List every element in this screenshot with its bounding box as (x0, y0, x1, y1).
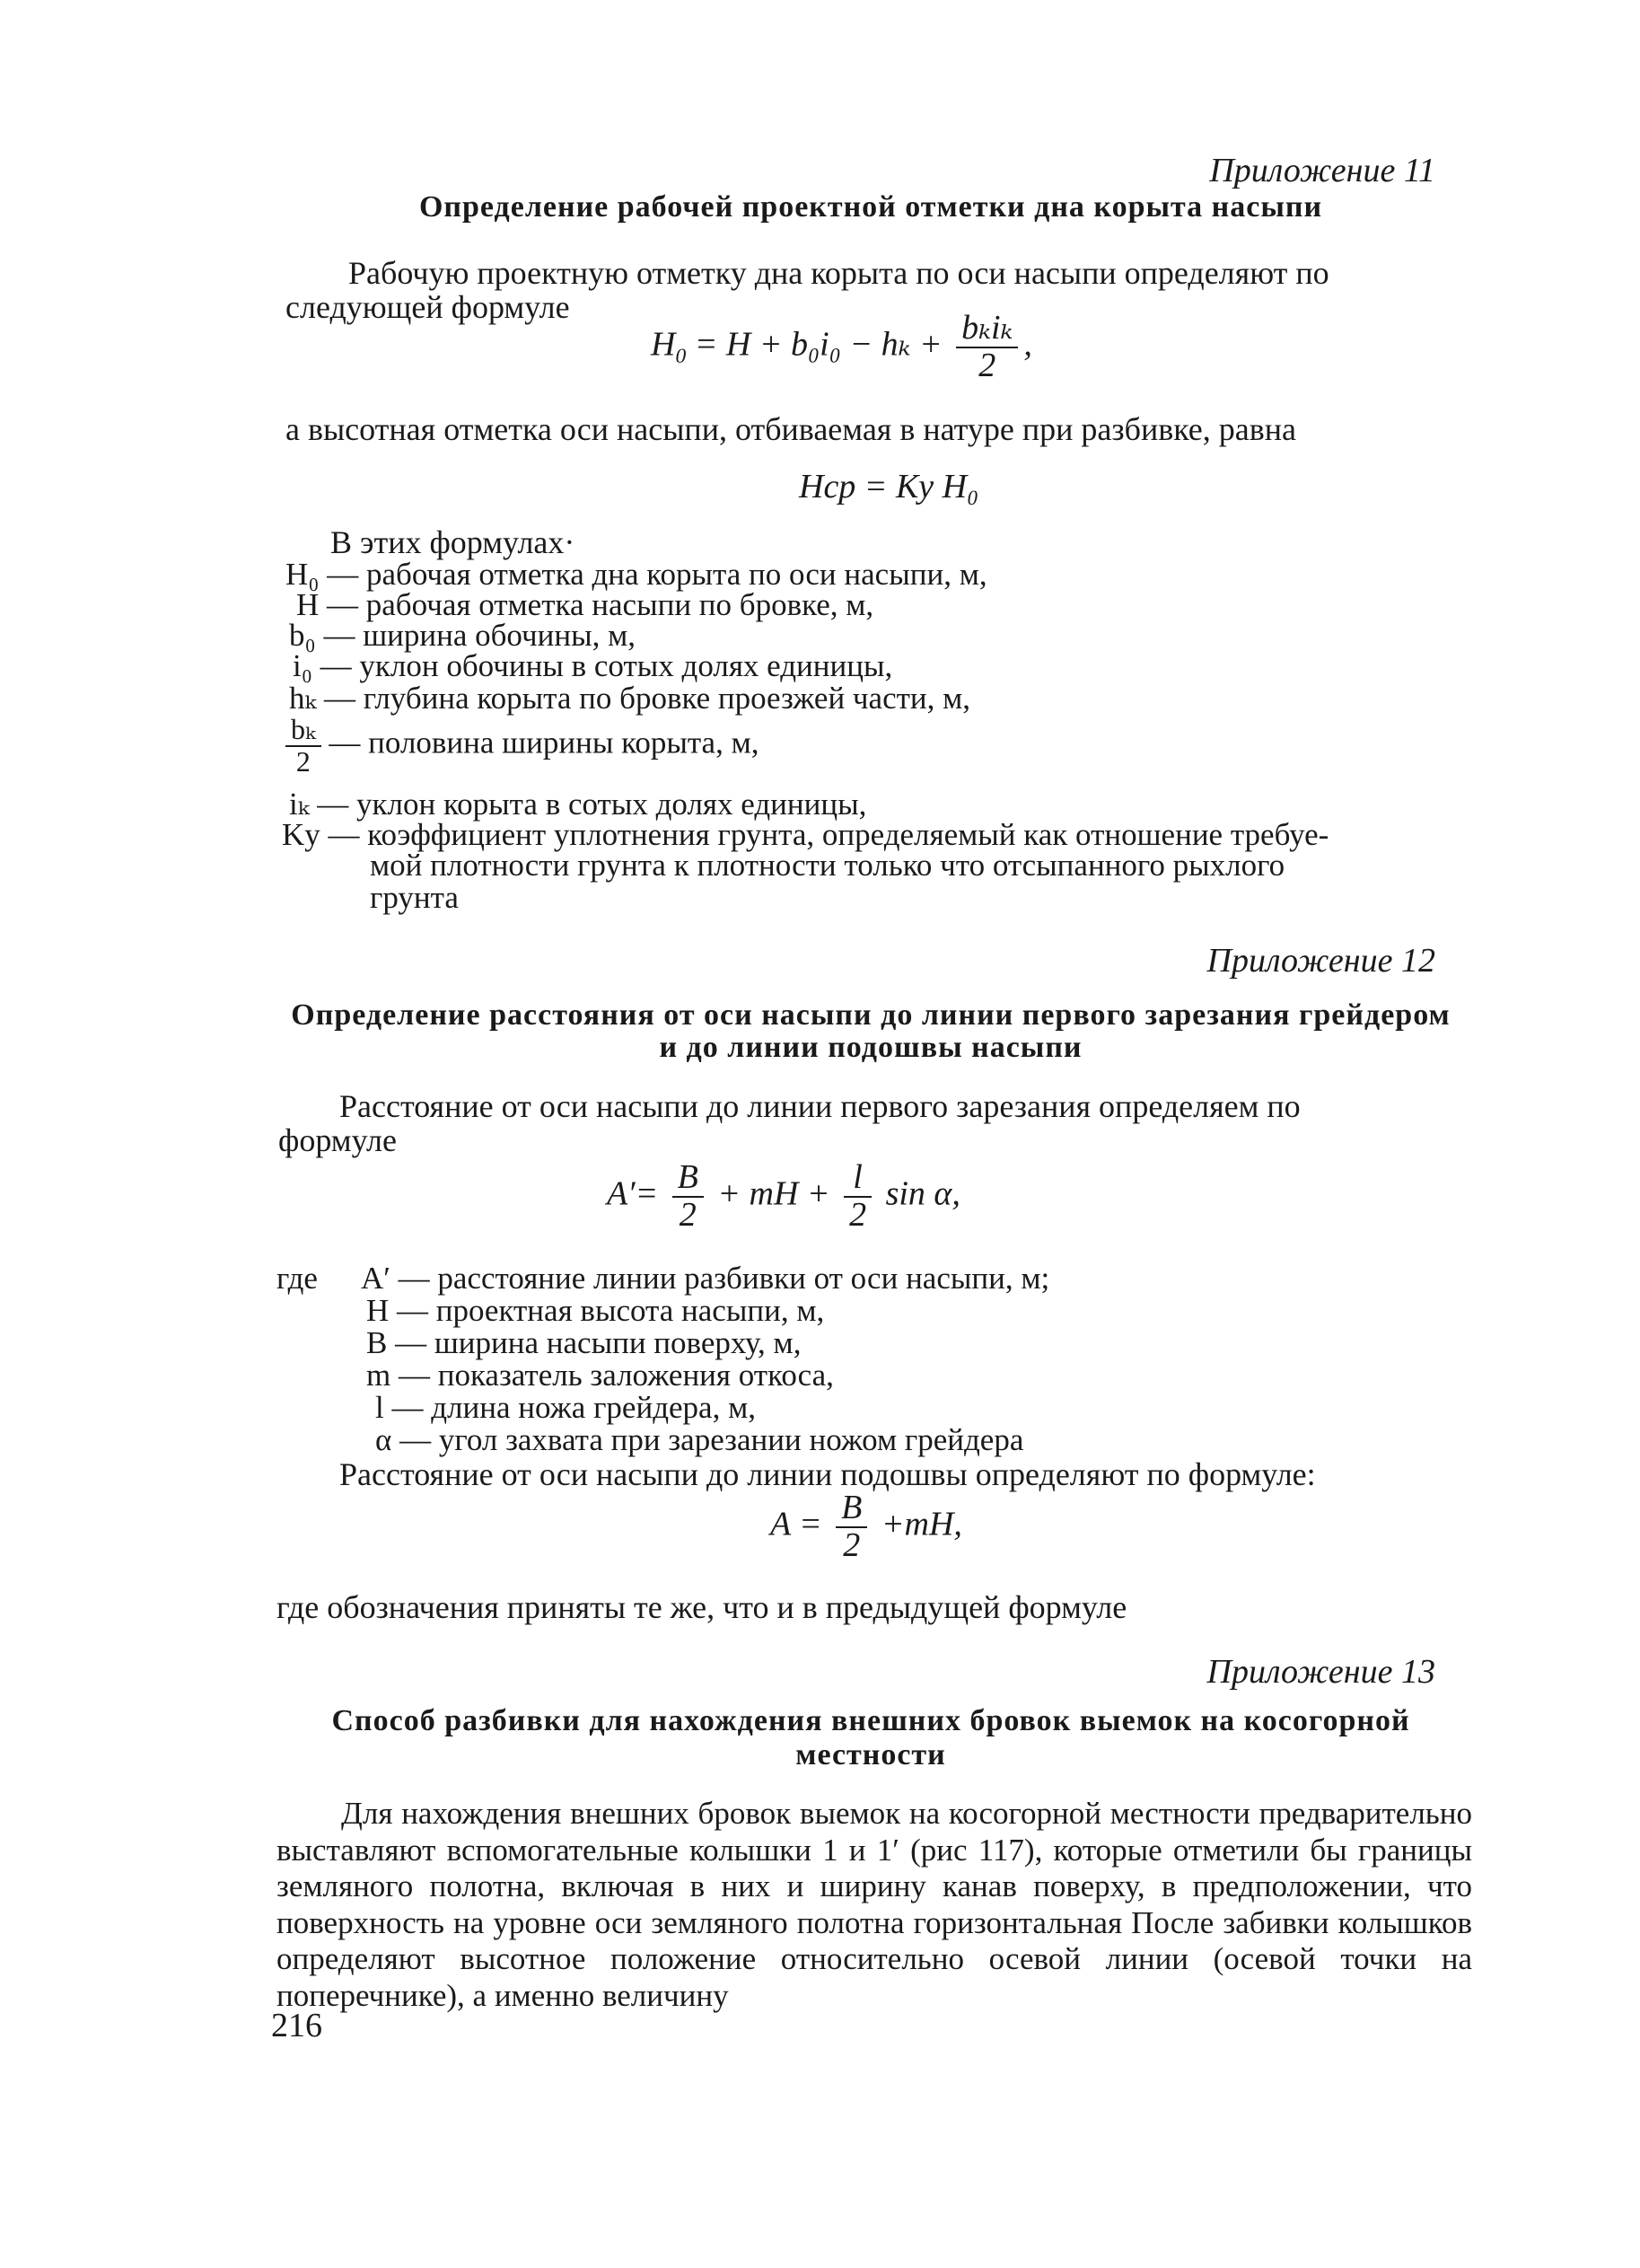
formula-a-prime-num1: B (672, 1160, 704, 1198)
def-ky-3: грунта (370, 880, 459, 915)
def-bk-half (285, 715, 759, 777)
formula-a-prime-mid: + mH + (717, 1174, 830, 1213)
def-hk: hₖ — глубина корыта по бровке проезжей части, м, (289, 681, 971, 716)
appendix-13-title-line1: Способ разбивки для нахождения внешних бровок выемок на косогорной (331, 1704, 1410, 1737)
formula-h0-lhs: H (651, 325, 676, 364)
formula-a-prime-den2: 2 (849, 1195, 867, 1234)
formula-a-prime-num2: l (844, 1160, 872, 1198)
appendix-12-title-line2: и до линии подошвы насыпи (659, 1031, 1083, 1064)
def-i0: i₀ — уклон обочины в сотых долях единицы, (293, 648, 893, 683)
formula-a-prime (607, 1160, 960, 1234)
defs-intro: В этих формулах· (330, 524, 575, 560)
appendix-12-intro-line2: формуле (278, 1122, 397, 1158)
page-number: 216 (271, 2007, 322, 2044)
appendix-11-title: Определение рабочей проектной отметки дна корыта насыпи (418, 190, 1323, 224)
def-bk-numerator: bₖ (285, 715, 321, 747)
def-b0: b₀ — ширина обочины, м, (289, 618, 636, 653)
appendix-13-label: Приложение 13 (1206, 1653, 1435, 1691)
formula-h0-lhs-sub: 0 (675, 345, 687, 369)
def-alpha: α — угол захвата при зарезании ножом грейдера (375, 1422, 1024, 1457)
appendix-13-paragraph: Для нахождения внешних бровок выемок на косогорной местности предварительно выставляют вспомогательные колышки 1 и 1′ (рис 117), которые отметили бы границы земляного полотна, включая в них и ширину канав поверху, в предположении, что поверхность на уровне оси земляного полотна горизонтальная После забивки колышков определяют высотное положение относительно осевой линии (осевой точки на поперечнике), а именно величину (276, 1796, 1472, 2013)
def-ky-1: Kу — коэффициент уплотнения грунта, определяемый как отношение требуе- (282, 817, 1329, 852)
formula-a-prime-frac2 (844, 1160, 872, 1234)
formula-a-den: 2 (843, 1525, 861, 1564)
def-h-design: H — проектная высота насыпи, м, (366, 1293, 825, 1328)
formula-h0 (651, 311, 1032, 384)
formula-a-frac (836, 1490, 867, 1564)
formula-a (770, 1490, 962, 1564)
appendix-11-intro-line1: Рабочую проектную отметку дна корыта по оси насыпи определяют по (348, 255, 1329, 291)
def-l: l — длина ножа грейдера, м, (375, 1390, 756, 1425)
appendix-12-second-intro: Расстояние от оси насыпи до линии подошвы определяют по формуле: (339, 1456, 1316, 1492)
def-b-top: B — ширина насыпи поверху, м, (366, 1325, 802, 1360)
formula-a-tail: +mH, (881, 1505, 962, 1543)
appendix-12-label: Приложение 12 (1206, 942, 1435, 980)
appendix-11-intro-line2: следующей формуле (285, 289, 570, 325)
formula-h0-denominator: 2 (978, 346, 996, 384)
def-a-prime: A′ — расстояние линии разбивки от оси насыпи, м; (361, 1261, 1050, 1296)
formula-a-lhs: A = (770, 1505, 822, 1543)
appendix-12-closing: где обозначения приняты те же, что и в предыдущей формуле (276, 1589, 1127, 1625)
def-ik: iₖ — уклон корыта в сотых долях единицы, (289, 787, 867, 822)
appendix-13-title-line2: местности (795, 1738, 946, 1771)
formula-a-prime-den1: 2 (679, 1195, 697, 1234)
appendix-12-intro-line1: Расстояние от оси насыпи до линии первого зарезания определяем по (339, 1088, 1301, 1124)
formula-h0-numerator: bₖiₖ (956, 311, 1018, 348)
def-h0: H₀ — рабочая отметка дна корыта по оси насыпи, м, (285, 557, 987, 592)
formula-h0-tail: , (1023, 325, 1032, 364)
formula-h0-body: = H + b₀i₀ − hₖ + (694, 325, 943, 364)
formula-a-num: B (836, 1490, 867, 1528)
def-ky-2: мой плотности грунта к плотности только что отсыпанного рыхлого (370, 848, 1285, 883)
appendix-11-label: Приложение 11 (1209, 152, 1435, 189)
def-m: m — показатель заложения откоса, (366, 1358, 834, 1393)
def-bk-fraction (285, 715, 321, 777)
appendix-12-where: где (276, 1261, 318, 1296)
formula-hcp: Hср = Kу H₀ (799, 468, 979, 505)
formula-a-prime-lhs: A′= (607, 1174, 659, 1213)
def-h: H — рабочая отметка насыпи по бровке, м, (296, 587, 874, 622)
formula-a-prime-frac1 (672, 1160, 704, 1234)
formula-a-prime-tail: sin α, (885, 1174, 960, 1213)
appendix-11-between: а высотная отметка оси насыпи, отбиваемая в натуре при разбивке, равна (285, 411, 1297, 447)
appendix-12-title-line1: Определение расстояния от оси насыпи до линии первого зарезания грейдером (291, 998, 1451, 1032)
def-bk-denominator: 2 (295, 744, 311, 778)
def-bk-text: — половина ширины корыта, м, (329, 725, 759, 760)
formula-h0-fraction (956, 311, 1018, 384)
